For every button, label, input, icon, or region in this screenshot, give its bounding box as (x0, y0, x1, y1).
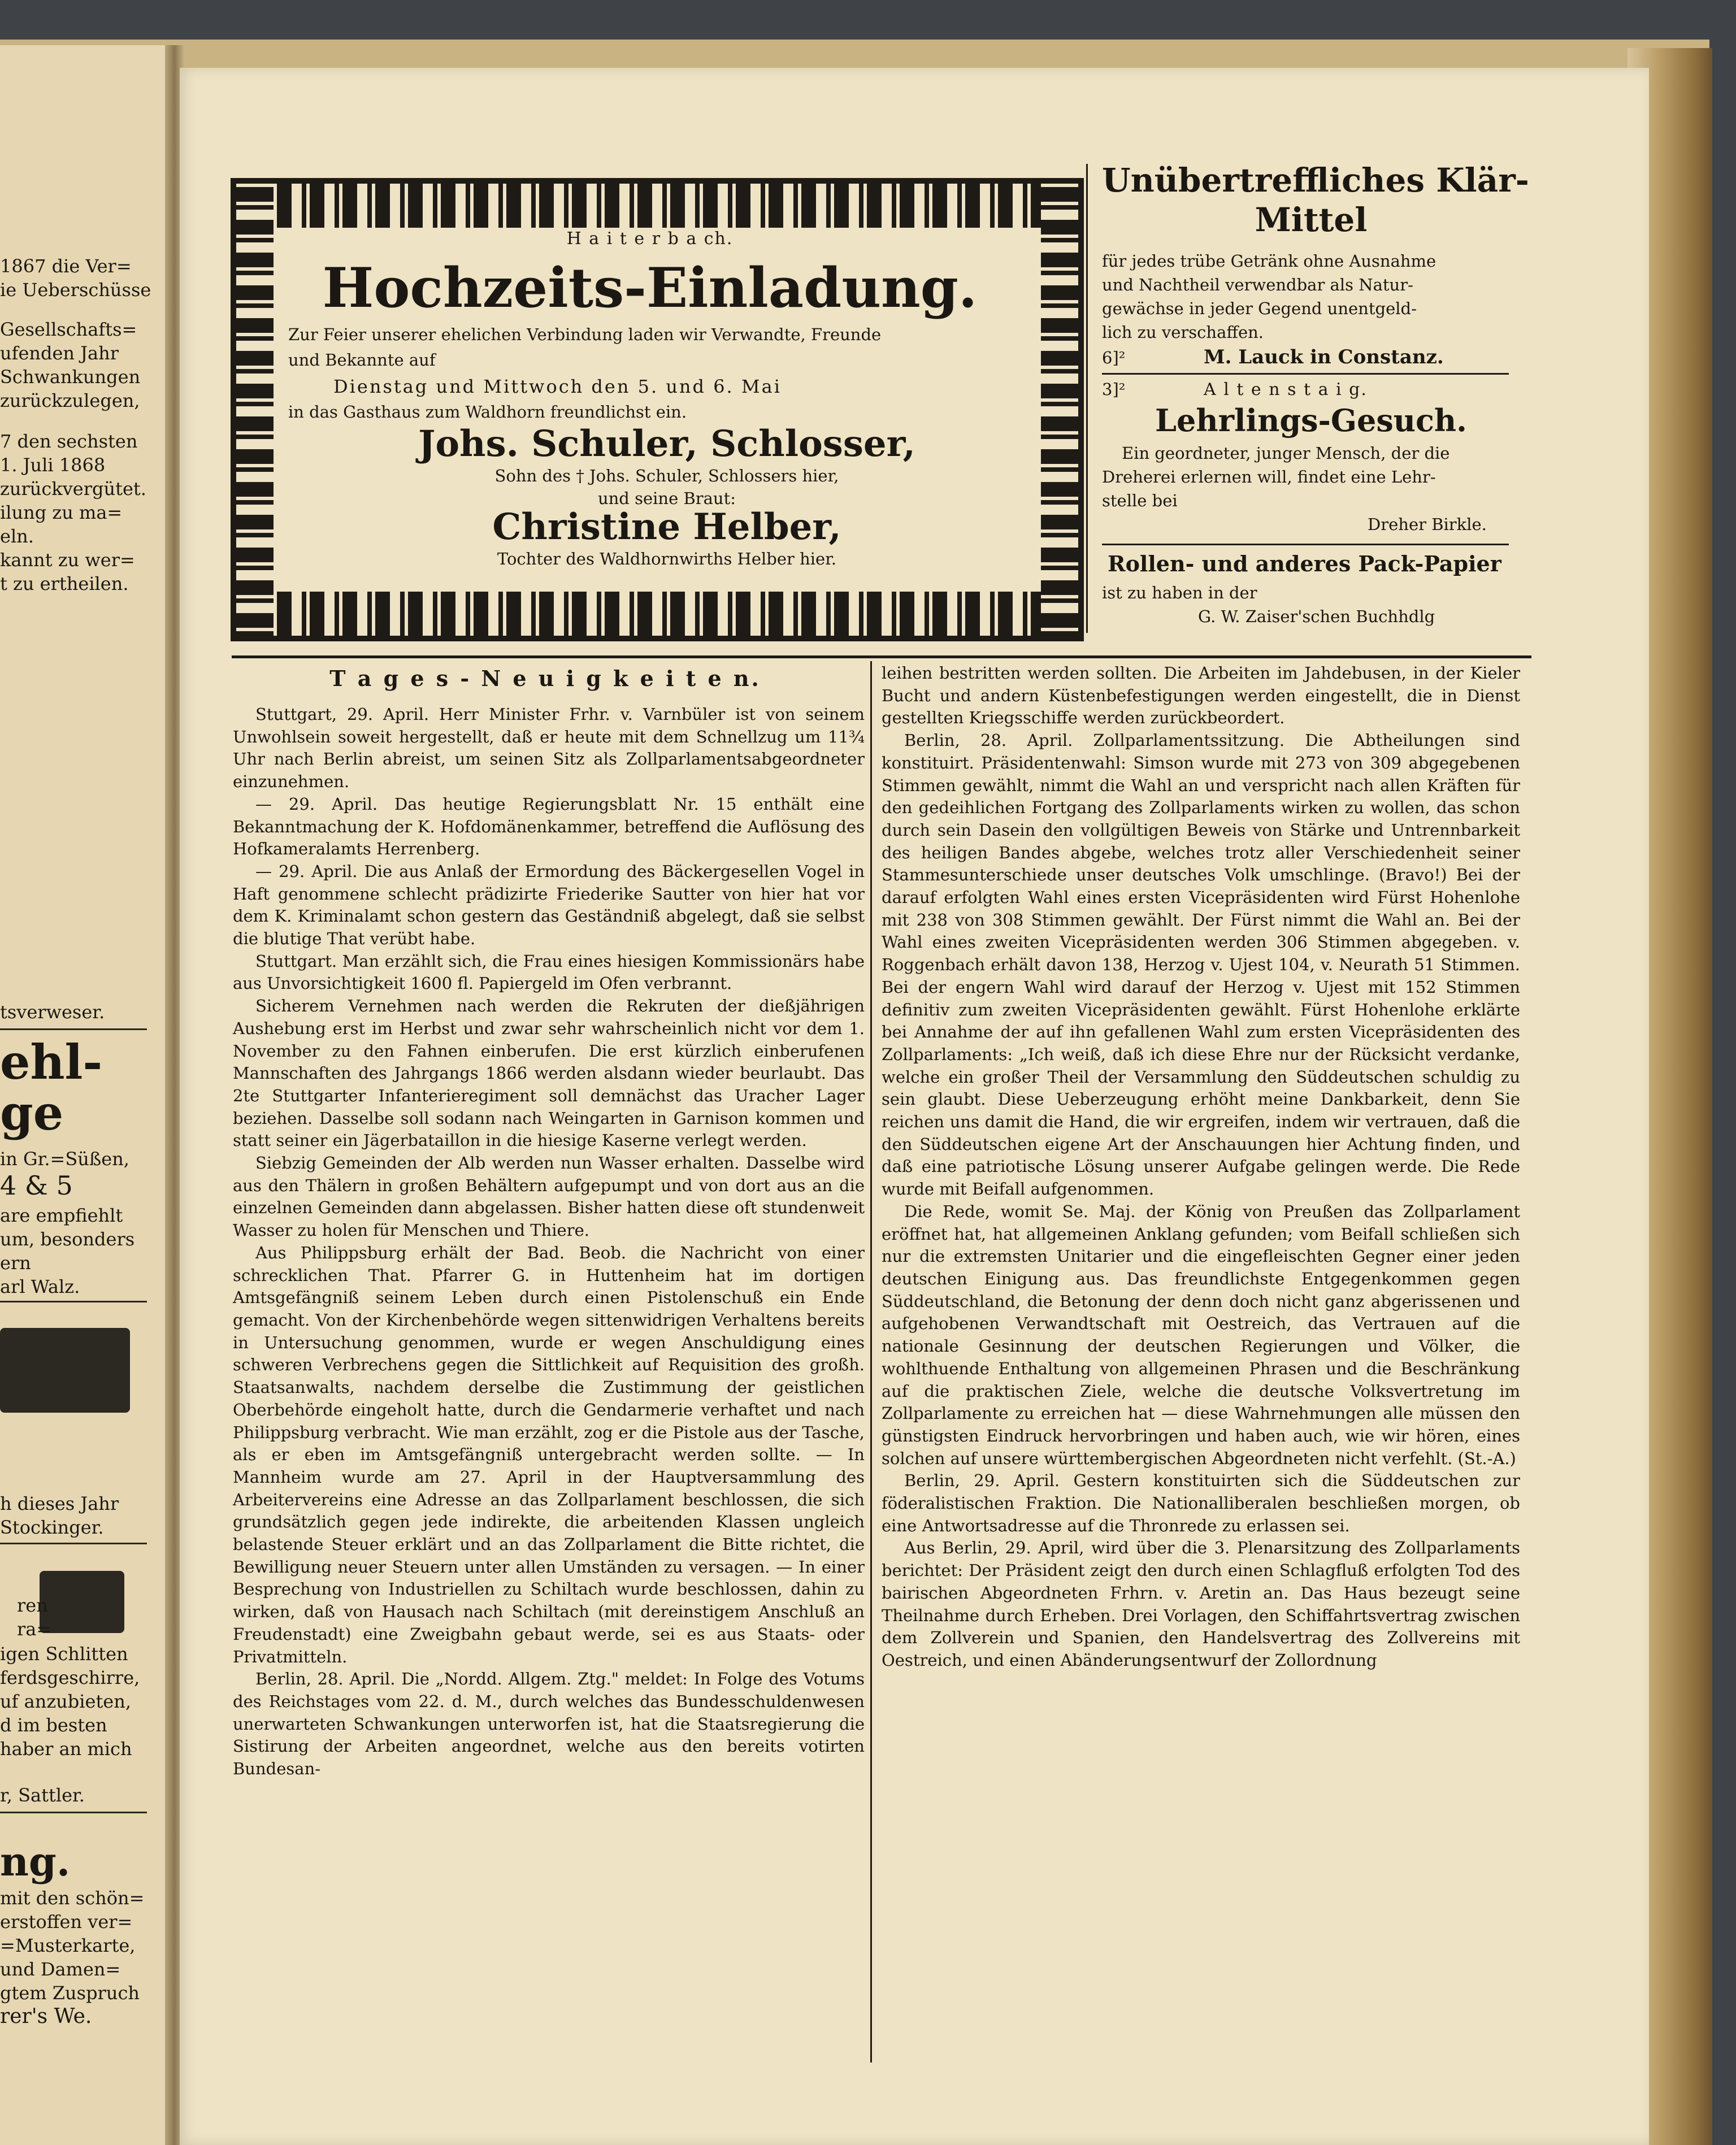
news-heading: T a g e s - N e u i g k e i t e n. (329, 666, 761, 691)
column-divider (1086, 164, 1088, 633)
left-line: ern (0, 1252, 31, 1274)
woodcut-illustration (40, 1571, 124, 1633)
ad-clarifier-text: lich zu verschaffen. (1102, 323, 1264, 342)
left-line: Schwankungen (0, 366, 141, 388)
left-line: ferdsgeschirre, (0, 1667, 140, 1688)
left-line: h dieses Jahr (0, 1493, 119, 1514)
left-line: t zu ertheilen. (0, 573, 129, 594)
ad-reference: 6]² (1102, 348, 1126, 367)
news-item: Berlin, 29. April. Gestern konstituirten sich die Süddeutschen zur föderalistischen Fraktion. Die Nationalliberalen beschließen morgen, ob eine Antwortsadresse auf die Thronrede zu erlassen sei. (882, 1471, 1520, 1535)
bride-description: Tochter des Waldhornwirths Helber hier. (497, 549, 837, 568)
left-heading: ge (0, 1085, 64, 1141)
left-line: haber an mich (0, 1738, 132, 1760)
news-item: Stuttgart. Man erzählt sich, die Frau eines hiesigen Kommissionärs habe aus Unvorsichtigkeit 1600 fl. Papiergeld im Ofen verbrannt. (233, 951, 865, 993)
wedding-text-line: Zur Feier unserer ehelichen Verbindung laden wir Verwandte, Freunde (288, 325, 882, 344)
left-line: r, Sattler. (0, 1784, 85, 1806)
bride-intro: und seine Braut: (597, 489, 736, 508)
left-rule (0, 1812, 147, 1813)
left-heading: ehl- (0, 1034, 103, 1090)
ad-rule (1102, 373, 1509, 375)
ad-apprentice-text: Ein geordneter, junger Mensch, der die (1122, 444, 1450, 463)
left-line: ilung zu ma= (0, 502, 123, 523)
section-rule (232, 655, 1531, 658)
ad-rule (1102, 544, 1509, 545)
news-item: Aus Philippsburg erhält der Bad. Beob. die Nachricht von einer schrecklichen That. Pfarrer G. in Huttenheim hat im dortigen Amtsgefängniß seinem Leben durch einen Pistolenschuß ein Ende gemacht. Von der Kirchenbehörde wegen sittenwidrigen Verhaltens bereits in Untersuchung genommen, wurde er wegen Anschuldigung eines schweren Verbrechens gegen die Sittlichkeit auf Requisition des großh. Staatsanwalts, nachdem derselbe die Zustimmung der geistlichen Oberbehörde eingeholt hatte, durch die Gendarmerie verhaftet und nach Philippsburg verbracht. Wie man erzählt, zog er die Pistole aus der Tasche, als er eben im Amtsgefängniß untergebracht werden sollte. — In Mannheim wurde am 27. April in der Hauptversammlung des Arbeitervereins eine Adresse an das Zollparlament beschlossen, die sich grundsätzlich gegen jede indirekte, die arbeitenden Klassen ungleich belastende Steuer erklärt und an das Zollparlament die Bitte richtet, die Bewilligung neuer Steuern unter allen Umständen zu versagen. — In einer Besprechung von Industriellen zu Schiltach wurde beschlossen, dahin zu wirken, daß von Hausach nach Schiltach (mit dereinstigem Anschluß an Freudenstadt) eine Zweigbahn gebaut werde, sei es aus Staats- oder Privatmitteln. (233, 1243, 865, 1666)
left-line: 1. Juli 1868 (0, 454, 106, 476)
ad-clarifier-signature: M. Lauck in Constanz. (1204, 346, 1444, 368)
ad-apprentice-text: Dreherei erlernen will, findet eine Lehr- (1102, 467, 1436, 487)
left-line: gtem Zuspruch (0, 1982, 140, 2004)
left-heading: ng. (0, 1838, 71, 1885)
ad-clarifier-text: für jedes trübe Getränk ohne Ausnahme (1102, 251, 1436, 271)
left-line: rer's We. (0, 2005, 92, 2028)
left-line: d im besten (0, 1714, 107, 1736)
news-item: Stuttgart, 29. April. Herr Minister Frhr. v. Varnbüler ist von seinem Unwohlsein soweit hergestellt, daß er heute mit dem Schnellzug um 11¾ Uhr nach Berlin abreist, um seinen Sitz als Zollparlamentsabgeordneter einzunehmen. (233, 705, 865, 792)
left-line: tsverweser. (0, 1001, 105, 1023)
ad-apprentice-text: stelle bei (1102, 491, 1178, 510)
ad-clarifier-title: Unübertreffliches Klär- (1102, 161, 1529, 199)
left-line: kannt zu wer= (0, 549, 135, 571)
ornament-border-left (236, 184, 274, 636)
news-item: — 29. April. Das heutige Regierungsblatt Nr. 15 enthält eine Bekanntmachung der K. Hofdomänenkammer, betreffend die Auflösung des Hofkameralamts Herrenberg. (233, 794, 865, 859)
left-rule (0, 1301, 147, 1302)
news-item: — 29. April. Die aus Anlaß der Ermordung des Bäckergesellen Vogel in Haft genommene schlecht prädizirte Friederike Sautter von hier hat vor dem K. Kriminalamt schon gestern das Geständniß abgelegt, daß sie selbst die blutige That verübt habe. (233, 861, 865, 949)
left-line: eln. (0, 526, 34, 547)
left-line: 1867 die Ver= (0, 255, 132, 277)
left-line: ren (17, 1595, 48, 1616)
news-column-2 (882, 662, 1520, 2058)
left-line: uf anzubieten, (0, 1691, 132, 1712)
left-rule (0, 1543, 147, 1544)
wedding-title: Hochzeits-Einladung. (322, 256, 978, 320)
news-column-1 (233, 704, 865, 2060)
left-line: ie Ueberschüsse (0, 279, 151, 301)
column-divider (870, 661, 872, 2062)
ad-paper-title: Rollen- und anderes Pack-Papier (1108, 551, 1501, 576)
ad-apprentice-place: A l t e n s t a i g. (1204, 380, 1368, 400)
news-item: Sicherem Vernehmen nach werden die Rekruten der dießjährigen Aushebung erst im Herbst und zwar sehr wahrscheinlich nicht vor dem 1. November zu den Fahnen einberufen. Die erst kürzlich einberufenen Mannschaften des Jahrgangs 1866 werden alsdann wieder beurlaubt. Das 2te Stuttgarter Infanterieregiment soll demnächst das Uracher Lager beziehen. Dasselbe soll sodann nach Weingarten in Garnison kommen und statt seiner ein Jägerbataillon in die hiesige Kaserne verlegt werden. (233, 996, 865, 1150)
news-item: leihen bestritten werden sollten. Die Arbeiten im Jahdebusen, in der Kieler Bucht und andern Küstenbefestigungen werden eingestellt, die in Dienst gestellten Kriegsschiffe werden zurückbeordert. (882, 663, 1520, 728)
groom-description: Sohn des † Johs. Schuler, Schlossers hier, (494, 466, 839, 485)
left-line: und Damen= (0, 1959, 121, 1980)
ad-apprentice-title: Lehrlings-Gesuch. (1155, 402, 1467, 438)
news-item: Die Rede, womit Se. Maj. der König von Preußen das Zollparlament eröffnet hat, hat allgemeinen Anklang gefunden; vom Beifall schließen sich nur die extremsten Unitarier und die eingefleischten Gegner einer jeden deutschen Einigung aus. Das freundlichste Entgegenkommen gegen Süddeutschland, die Betonung der denn doch nicht ganz abgerissenen und aufgehobenen Verwandtschaft mit Oestreich, das Vertrauen auf die nationale Gesinnung der deutschen Regierungen und Völker, die wohlthuende Enthaltung von allgemeinen Phrasen und die Beschränkung auf die praktischen Ziele, welche die deutsche Volksvertretung im Zollparlamente zu erreichen hat — diese Wahrnehmungen alle müssen den günstigsten Eindruck hervorbringen und haben auch, wie wir hören, eines solchen auf unsere württembergischen Abgeordneten nicht verfehlt. (St.-A.) (882, 1201, 1520, 1468)
news-item: Berlin, 28. April. Die „Nordd. Allgem. Ztg." meldet: In Folge des Votums des Reichstages vom 22. d. M., durch welches das Bundesschuldenwesen unerwarteten Schwankungen unterworfen ist, hat die Staatsregierung die Sistirung der Arbeiten angeordnet, welche aus den bereits votirten Bundesan- (233, 1669, 865, 1779)
left-line: are empfiehlt (0, 1205, 123, 1226)
left-line: um, besonders (0, 1228, 135, 1250)
bride-name: Christine Helber, (492, 506, 841, 548)
left-line: Stockinger. (0, 1517, 104, 1538)
left-line: erstoffen ver= (0, 1911, 133, 1933)
news-item: Siebzig Gemeinden der Alb werden nun Wasser erhalten. Dasselbe wird aus den Thälern in großen Behältern aufgepumpt und von dort aus an die einzelnen Gemeinden dann abgelassen. Bisher hatten diese oft stundenweit Wasser zu holen für Menschen und Thiere. (233, 1153, 865, 1240)
wedding-dates: Dienstag und Mittwoch den 5. und 6. Mai (333, 376, 782, 397)
left-line: ra= (17, 1618, 52, 1640)
left-line: arl Walz. (0, 1276, 80, 1297)
ad-clarifier-text: und Nachtheil verwendbar als Natur- (1102, 275, 1413, 294)
news-item: Aus Berlin, 29. April, wird über die 3. Plenarsitzung des Zollparlaments berichtet: Der Präsident zeigt den durch einen Schlagfluß erfolgten Tod des bairischen Abgeordneten Frhrn. v. Aretin an. Das Haus bezeugt seine Theilnahme durch Erheben. Drei Vorlagen, den Schiffahrtsvertrag zwischen dem Zollverein und Spanien, den Handelsvertrag des Zollvereins mit Oestreich, und einen Abänderungsentwurf der Zollordnung (882, 1538, 1520, 1670)
left-line: 4 & 5 (0, 1170, 73, 1201)
left-line: mit den schön= (0, 1887, 145, 1909)
wedding-text-line: in das Gasthaus zum Waldhorn freundlichst ein. (288, 402, 687, 422)
left-line: Gesellschafts= (0, 319, 137, 340)
left-rule (0, 1028, 147, 1030)
left-line: ufenden Jahr (0, 342, 119, 364)
left-line: =Musterkarte, (0, 1935, 136, 1956)
ad-paper-text: ist zu haben in der (1102, 583, 1257, 602)
ad-apprentice-signature: Dreher Birkle. (1368, 515, 1487, 534)
ad-clarifier-text: gewächse in jeder Gegend unentgeld- (1102, 299, 1417, 318)
ad-reference: 3]² (1102, 380, 1126, 399)
groom-name: Johs. Schuler, Schlosser, (418, 423, 915, 465)
ad-paper-signature: G. W. Zaiser'schen Buchhdlg (1198, 607, 1435, 626)
wedding-place: H a i t e r b a ch. (566, 229, 734, 249)
left-line: in Gr.=Süßen, (0, 1148, 129, 1170)
left-line: zurückvergütet. (0, 478, 146, 500)
left-line: 7 den sechsten (0, 431, 138, 452)
left-line: igen Schlitten (0, 1643, 128, 1665)
wedding-text-line: und Bekannte auf (288, 350, 436, 370)
left-facing-page (0, 45, 170, 2145)
ad-clarifier-title: Mittel (1255, 201, 1368, 239)
woodcut-illustration (0, 1328, 130, 1413)
left-line: zurückzulegen, (0, 390, 140, 411)
news-item: Berlin, 28. April. Zollparlamentssitzung. Die Abtheilungen sind konstituirt. Präsidentenwahl: Simson wurde mit 273 von 309 abgegebenen Stimmen gewählt, nimmt die Wahl an und verspricht nach allen Kräften für den gedeihlichen Fortgang des Zollparlaments wirken zu wollen, das schon durch sein Dasein den vollgültigen Beweis von Stärke und Untrennbarkeit des heiligen Bandes abgebe, welches trotz aller Verschiedenheit seiner Stammesunterschiede unser deutsches Volk umschlinge. (Bravo!) Bei der darauf erfolgten Wahl eines ersten Vicepräsidenten wird Fürst Hohenlohe mit 238 von 308 Stimmen gewählt. Der Fürst nimmt die Wahl an. Bei der Wahl eines zweiten Vicepräsidenten werden 306 Stimmen abgegeben. v. Roggenbach erhält davon 138, Herzog v. Ujest 104, v. Neurath 51 Stimmen. Bei der engern Wahl wird darauf der Herzog v. Ujest mit 152 Stimmen definitiv zum zweiten Vicepräsidenten gewählt. Fürst Hohenlohe erklärte bei Annahme der auf ihn gefallenen Wahl zum ersten Vicepräsidenten des Zollparlaments: „Ich weiß, daß ich diese Ehre nur der Rücksicht verdanke, welche ein großer Theil der Versammlung den Süddeutschen schuldig zu sein glaubt. Diese Ueberzeugung erhöht meine Dankbarkeit, denn Sie reichen uns damit die Hand, die wir ergreifen, indem wir vertrauen, daß die den Süddeutschen eigene Art der Anschauungen hier Achtung finden, und daß eine patriotische Lösung unserer Aufgabe gelingen werde. Die Rede wurde mit Beifall aufgenommen. (882, 731, 1520, 1199)
ornament-border-bottom (236, 592, 1078, 636)
ornament-border-top (236, 184, 1078, 228)
